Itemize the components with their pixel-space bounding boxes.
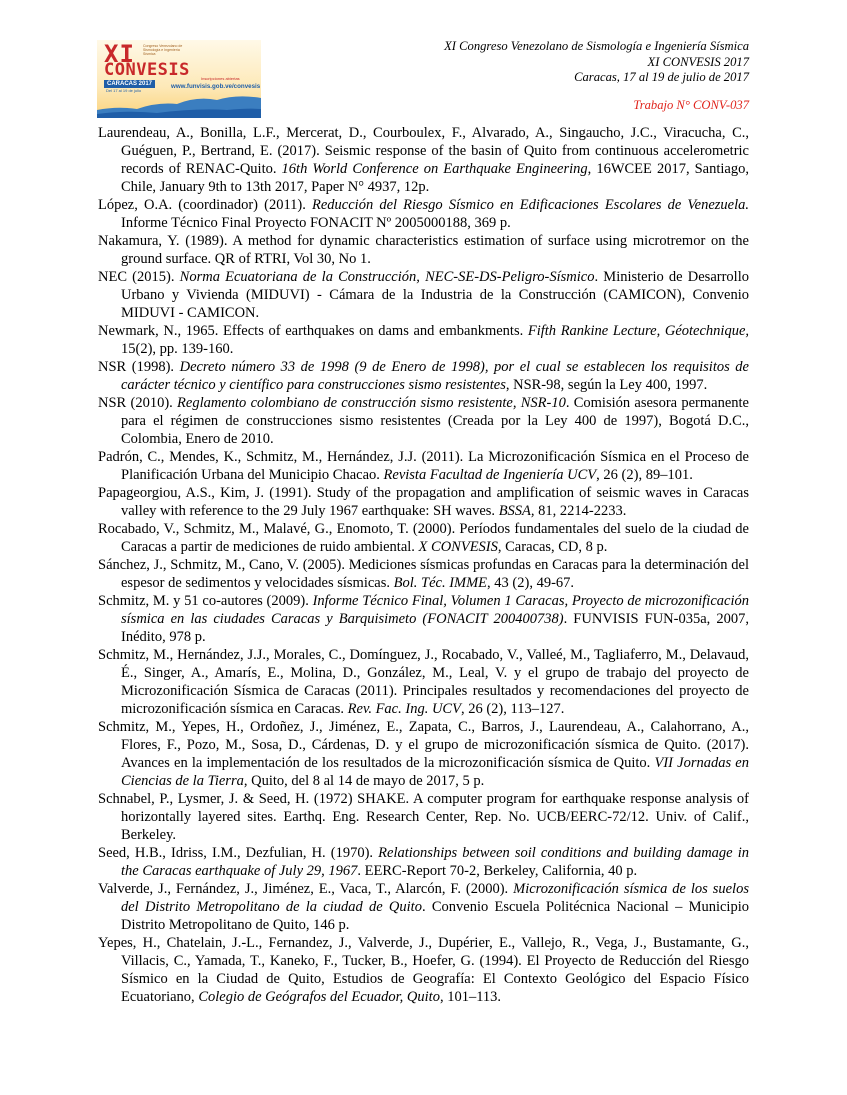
reference-text: , 26 (2), 89–101. bbox=[596, 467, 693, 483]
reference-text: , 26 (2), 113–127. bbox=[460, 701, 565, 717]
reference-italic-text: VII Jornadas en Ciencias de la Tierra bbox=[121, 755, 749, 789]
reference-entry bbox=[98, 556, 749, 592]
reference-italic-text: Revista Facultad de Ingeniería UCV bbox=[383, 467, 597, 483]
reference-text: Rocabado, V., Schmitz, M., Malavé, G., Enomoto, T. (2000). Períodos fundamentales del suelo de la ciudad de Caracas a partir de mediciones de ruido ambiental. bbox=[98, 521, 749, 555]
reference-italic-text: Bol. Téc. IMME bbox=[393, 575, 488, 591]
reference-italic-text: Relationships between soil conditions and building damage in the Caracas earthquake of July 29, 1967 bbox=[121, 845, 749, 879]
reference-text: Schmitz, M., Yepes, H., Ordoñez, J., Jiménez, E., Zapata, C., Barros, J., Laurendeau, A., Calahorrano, A., Flores, F., Pozo, M., Sosa, D., Cárdenas, D. y el grupo de microzonificación sísmica de Quito. (2017). Avances en la implementación de los resultados de la microzonificación sísmica de Quito. bbox=[98, 719, 749, 771]
reference-entry bbox=[98, 844, 749, 880]
reference-entry bbox=[98, 322, 749, 358]
reference-entry bbox=[98, 448, 749, 484]
reference-italic-text: Colegio de Geógrafos del Ecuador, Quito bbox=[198, 989, 440, 1005]
page-header bbox=[444, 39, 749, 113]
logo-registration: Inscripciones abiertas bbox=[201, 76, 240, 81]
reference-text: , 16WCEE 2017, Santiago, Chile, January 9th to 13th 2017, Paper N° 4937, 12p. bbox=[121, 161, 749, 195]
reference-entry bbox=[98, 880, 749, 934]
paper-id: Trabajo N° CONV-037 bbox=[633, 97, 749, 112]
reference-text: , Quito, del 8 al 14 de mayo de 2017, 5 p. bbox=[243, 773, 485, 789]
reference-italic-text: X CONVESIS bbox=[418, 539, 498, 555]
reference-text: Seed, H.B., Idriss, I.M., Dezfulian, H. (1970). bbox=[98, 845, 379, 861]
reference-entry bbox=[98, 196, 749, 232]
reference-text: , NSR-98, según la Ley 400, 1997. bbox=[505, 377, 708, 393]
reference-text: Yepes, H., Chatelain, J.-L., Fernandez, J., Valverde, J., Dupérier, E., Vallejo, R., Vega, J., Bustamante, G., Villacis, C., Yamada, T., Kaneko, F., Tucker, B., Hoefer, G. (1994). El Proyecto de Reducción del Riesgo Sísmico en la Ciudad de Quito, Estudios de Geografía: El Contexto Geológico del Espacio Físico Ecuatoriano, bbox=[98, 935, 749, 1005]
reference-text: Newmark, N., 1965. Effects of earthquakes on dams and embankments. bbox=[98, 323, 528, 339]
conference-logo bbox=[97, 40, 261, 118]
reference-entry bbox=[98, 592, 749, 646]
reference-entry bbox=[98, 358, 749, 394]
reference-entry bbox=[98, 232, 749, 268]
reference-text: Informe Técnico Final Proyecto FONACIT Nº 2005000188, 369 p. bbox=[121, 215, 511, 231]
header-edition: XI CONVESIS 2017 bbox=[647, 54, 749, 69]
reference-text: Laurendeau, A., Bonilla, L.F., Mercerat, D., Courboulex, F., Alvarado, A., Singaucho, J.C., Viracucha, C., Guéguen, P., Bertrand, E. (2017). Seismic response of the basin of Quito from continuous accelerometric records of RENAC-Quito. bbox=[98, 125, 749, 177]
reference-entry bbox=[98, 646, 749, 718]
reference-text: . EERC-Report 70-2, Berkeley, California, 40 p. bbox=[357, 863, 638, 879]
logo-badge: CARACAS 2017 bbox=[104, 80, 155, 88]
reference-entry bbox=[98, 268, 749, 322]
reference-italic-text: Fifth Rankine Lecture, Géotechnique, bbox=[527, 323, 750, 339]
reference-text: NSR (1998). bbox=[98, 359, 180, 375]
reference-text: . FUNVISIS FUN-035a, 2007, Inédito, 978 p. bbox=[121, 611, 749, 645]
reference-text: . Convenio Escuela Politécnica Nacional – Municipio Distrito Metropolitano de Quito, 146 p. bbox=[121, 899, 749, 933]
reference-text: Papageorgiou, A.S., Kim, J. (1991). Study of the propagation and amplification of seismic waves in Caracas valley with reference to the 29 July 1967 earthquake: SH waves. bbox=[98, 485, 749, 519]
reference-italic-text: BSSA, bbox=[498, 503, 535, 519]
logo-url: www.funvisis.gob.ve/convesis bbox=[171, 83, 261, 90]
reference-italic-text: Rev. Fac. Ing. UCV bbox=[347, 701, 461, 717]
header-place-date: Caracas, 17 al 19 de julio de 2017 bbox=[574, 70, 749, 84]
reference-entry bbox=[98, 394, 749, 448]
reference-italic-text: Norma Ecuatoriana de la Construcción, NEC-SE-DS-Peligro-Sísmico bbox=[179, 269, 595, 285]
logo-small-text: Congreso Venezolano de Sismología e Ingeniería Sísmica bbox=[143, 44, 183, 56]
reference-text: Schmitz, M. y 51 co-autores (2009). bbox=[98, 593, 313, 609]
reference-entry bbox=[98, 484, 749, 520]
logo-title-xi: XI bbox=[104, 40, 135, 68]
reference-italic-text: Decreto número 33 de 1998 (9 de Enero de 1998), por el cual se establecen los requisitos de carácter técnico y científico para construcciones sismo resistentes bbox=[121, 359, 749, 393]
reference-italic-text: Microzonificación sísmica de los suelos del Distrito Metropolitano de la ciudad de Quito bbox=[121, 881, 749, 915]
reference-text: Schmitz, M., Hernández, J.J., Morales, C., Domínguez, J., Rocabado, V., Valleé, M., Tagliaferro, M., Delavaud, É., Singer, A., Amarís, E., Molina, D., González, M., Leal, V. y el grupo de trabajo del proyecto de Microzonificación Sísmica de Caracas (2011). Principales resultados y recomendaciones del proyecto de microzonificación sísmica en Caracas. bbox=[98, 647, 749, 717]
reference-text: . Comisión asesora permanente para el régimen de construcciones sismo resistentes (Creada por la Ley 400 de 1997), Bogotá D.C., Colombia, Enero de 2010. bbox=[121, 395, 749, 447]
logo-dates: Del 17 al 19 de julio bbox=[106, 88, 142, 93]
header-conference: XI Congreso Venezolano de Sismología e Ingeniería Sísmica bbox=[444, 39, 749, 53]
logo-title-convesis: CONVESIS bbox=[104, 60, 190, 80]
reference-text: , 101–113. bbox=[439, 989, 502, 1005]
reference-entry bbox=[98, 124, 749, 196]
reference-text: López, O.A. (coordinador) (2011). bbox=[98, 197, 312, 213]
reference-italic-text: Reducción del Riesgo Sísmico en Edificaciones Escolares de Venezuela. bbox=[312, 197, 749, 213]
reference-text: NEC (2015). bbox=[98, 269, 180, 285]
reference-italic-text: Informe Técnico Final, Volumen 1 Caracas, Proyecto de microzonificación sísmica en las ciudades Caracas y Barquisimeto (FONACIT 200400738) bbox=[121, 593, 749, 627]
reference-entry bbox=[98, 520, 749, 556]
reference-text: 15(2), pp. 139-160. bbox=[121, 341, 234, 357]
reference-text: Schnabel, P., Lysmer, J. & Seed, H. (1972) SHAKE. A computer program for earthquake response analysis of horizontally layered sites. Earthq. Eng. Research Center, Rep. No. UCB/EERC-72/12. Univ. of Calif., Berkeley. bbox=[98, 791, 749, 843]
reference-text: Valverde, J., Fernández, J., Jiménez, E., Vaca, T., Alarcón, F. (2000). bbox=[98, 881, 514, 897]
reference-text: Sánchez, J., Schmitz, M., Cano, V. (2005). Mediciones sísmicas profundas en Caracas para la determinación del espesor de sedimentos y velocidades sísmicas. bbox=[98, 557, 749, 591]
reference-italic-text: 16th World Conference on Earthquake Engineering bbox=[281, 161, 588, 177]
reference-entry bbox=[98, 790, 749, 844]
reference-text: 81, 2214-2233. bbox=[534, 503, 627, 519]
reference-text: , Caracas, CD, 8 p. bbox=[497, 539, 608, 555]
reference-text: Nakamura, Y. (1989). A method for dynamic characteristics estimation of surface using microtremor on the ground surface. QR of RTRI, Vol 30, No 1. bbox=[98, 233, 749, 267]
reference-italic-text: Reglamento colombiano de construcción sismo resistente, NSR-10 bbox=[177, 395, 566, 411]
reference-list bbox=[98, 124, 749, 1006]
reference-entry bbox=[98, 934, 749, 1006]
reference-text: NSR (2010). bbox=[98, 395, 178, 411]
reference-text: Padrón, C., Mendes, K., Schmitz, M., Hernández, J.J. (2011). La Microzonificación Sísmica en el Proceso de Planificación Urbana del Municipio Chacao. bbox=[98, 449, 749, 483]
reference-text: , 43 (2), 49-67. bbox=[487, 575, 575, 591]
reference-text: . Ministerio de Desarrollo Urbano y Vivienda (MIDUVI) - Cámara de la Industria de la Construcción (CAMICON), Convenio MIDUVI - CAMICON. bbox=[121, 269, 749, 321]
reference-entry bbox=[98, 718, 749, 790]
